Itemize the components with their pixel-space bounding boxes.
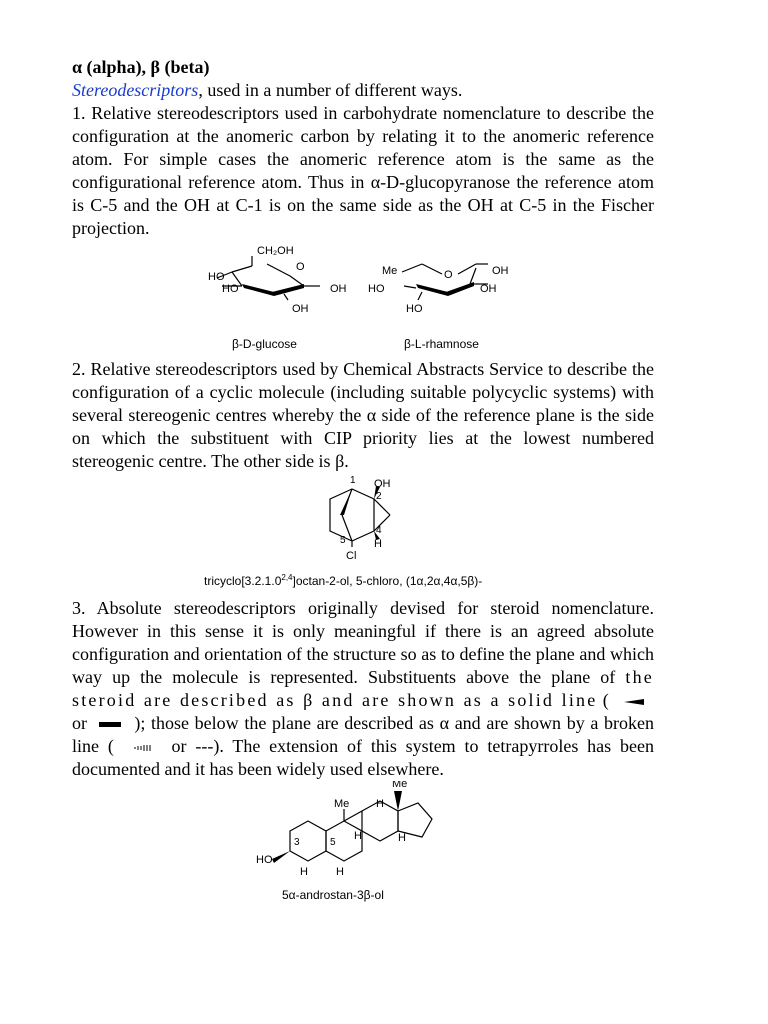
document-page: [72, 56, 654, 931]
stereodescriptors-link[interactable]: Stereodescriptors: [72, 80, 199, 100]
steroid-h-e: H: [336, 866, 344, 878]
atom-4-label: 4: [376, 525, 382, 536]
steroid-me-top: Me: [392, 781, 408, 790]
hashed-bond-icon: [123, 743, 163, 753]
rhamnose-oh-right: OH: [480, 283, 497, 295]
glucose-caption: β-D-glucose: [232, 337, 297, 351]
cl-label: Cl: [346, 550, 357, 562]
intro-line: Stereodescriptors, used in a number of different ways.: [72, 80, 463, 100]
bold-bond-icon: [93, 720, 129, 730]
rhamnose-ring-o: O: [444, 269, 453, 281]
steroid-h-c: H: [398, 832, 406, 844]
steroid-caption: 5α-androstan-3β-ol: [282, 888, 384, 902]
sugar-structures: [72, 240, 654, 358]
section-3-text: 3. Absolute stereodescriptors originally devised for steroid nomenclature. However in this sense it is only meaningful if there is an agreed absolute configuration and orientation of the structure so as to define the plane and which way up the molecule is represented. Substituents above the plane of the steroid are described as β and are shown as a solid line ( or ); those below the plane are described as α and are shown by a broken line ( or ---). The extension of this system to tetrapyrroles has been documented and it has been widely used elsewhere.: [72, 598, 655, 779]
glucose-oh-right: OH: [330, 283, 347, 295]
section-1-text: 1. Relative stereodescriptors used in carbohydrate nomenclature to describe the configuration at the anomeric carbon by relating it to the anomeric reference atom. For simple cases the anomeric reference atom is the same as the configurational reference atom. Thus in α-D-glucopyranose the reference atom is C-5 and the OH at C-1 is on the same side as the OH at C-5 in the Fischer projection.: [72, 103, 654, 238]
section-2-text: 2. Relative stereodescriptors used by Chemical Abstracts Service to describe the configuration of a cyclic molecule (including suitable polycyclic systems) with several stereogenic centres whereby the α side of the reference plane is the side on which the substituent with CIP priority lies at the lowest numbered stereogenic centre. The other side is β.: [72, 359, 654, 471]
rhamnose-caption: β-L-rhamnose: [404, 337, 479, 351]
atom-1-label: 1: [350, 475, 356, 486]
glucose-ho-top: HO: [208, 271, 225, 283]
glucose-ring-o: O: [296, 261, 305, 273]
figure-steroid: [72, 781, 654, 931]
entry-title: α (alpha), β (beta): [72, 57, 210, 77]
steroid-c3: 3: [294, 837, 300, 848]
steroid-h-d: H: [300, 866, 308, 878]
figure-sugars: [72, 240, 654, 358]
steroid-ho: HO: [256, 854, 273, 866]
rhamnose-ho-bottom: HO: [406, 303, 423, 315]
steroid-h-b: H: [354, 830, 362, 842]
tricyclo-caption: tricyclo[3.2.1.0$^{2,4}$]octan-2-ol, 5-chloro, (1α,2α,4α,5β)-: [204, 573, 483, 588]
steroid-structure: [72, 781, 654, 931]
steroid-me-mid: Me: [334, 798, 350, 810]
steroid-h-a: H: [376, 798, 384, 810]
glucose-ch2oh: CH₂OH: [257, 245, 294, 257]
atom-2-label: 2: [376, 491, 382, 502]
tricyclo-structure: [72, 473, 654, 597]
steroid-c5: 5: [330, 837, 336, 848]
h-label: H: [374, 538, 382, 550]
glucose-ho-mid: HO: [222, 283, 239, 295]
oh-label: OH: [374, 478, 391, 490]
glucose-oh-bottom: OH: [292, 303, 309, 315]
rhamnose-oh-top: OH: [492, 265, 509, 277]
atom-5-label: 5: [340, 535, 346, 546]
figure-tricyclo: [72, 473, 654, 597]
rhamnose-me: Me: [382, 265, 398, 277]
wedge-bond-icon: [614, 697, 654, 707]
rhamnose-ho-left: HO: [368, 283, 385, 295]
